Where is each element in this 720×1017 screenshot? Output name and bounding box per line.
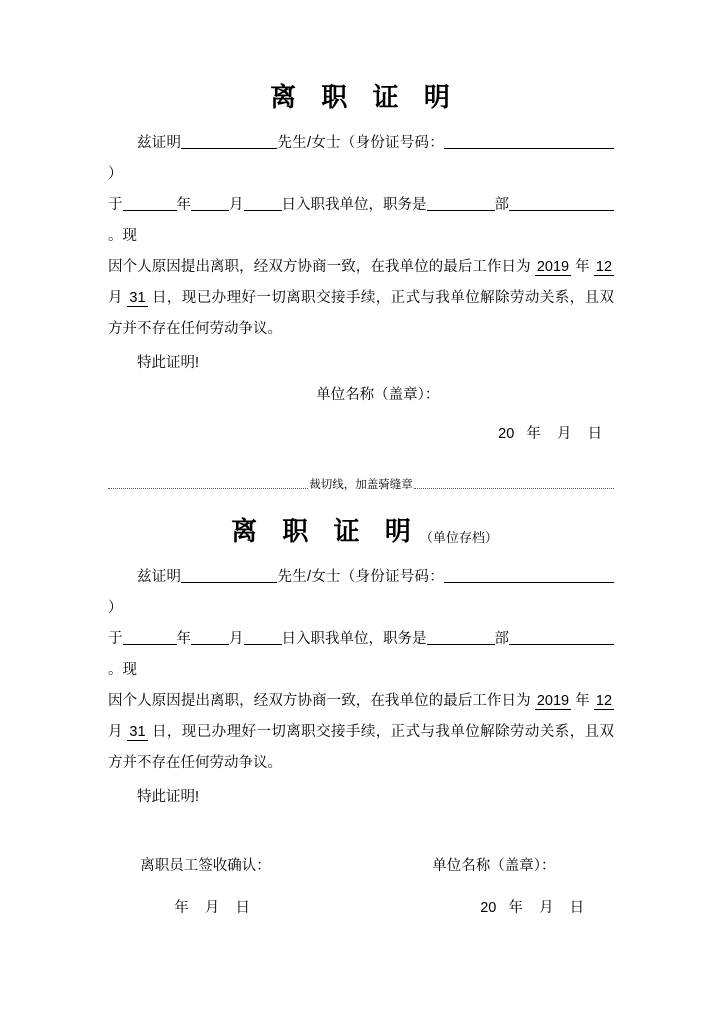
cut-line-label: 裁切线，加盖骑缝章 — [309, 479, 413, 491]
label-month-lastwork: 月 — [108, 290, 128, 306]
blank-job-title[interactable] — [509, 630, 614, 646]
company-date-line-secondary — [434, 872, 614, 944]
paragraph-identity-line — [108, 562, 614, 624]
employment-position-text: 日入职我单位，职务是 — [281, 197, 427, 213]
label-month-lastwork: 月 — [108, 724, 128, 740]
identity-prefix: 兹证明 — [137, 135, 182, 151]
label-department: 部 — [494, 631, 509, 647]
company-seal-label-secondary-text: 单位名称（盖章）： — [432, 858, 556, 874]
last-work-day: 31 — [129, 724, 146, 740]
cut-line-dots-right — [414, 487, 614, 489]
employment-position-text: 日入职我单位，职务是 — [281, 631, 427, 647]
cut-line-divider — [108, 476, 614, 492]
signature-date-row — [108, 872, 614, 944]
paragraph-employment-line — [108, 190, 614, 252]
last-work-month: 12 — [595, 259, 613, 275]
employment-line-end: 。现 — [108, 228, 137, 244]
last-work-month: 12 — [595, 693, 613, 709]
label-month-hire: 月 — [229, 197, 244, 213]
label-day-lastwork: 日 — [147, 724, 167, 740]
company-date-line-secondary-text: 20 年 月 日 — [480, 900, 585, 916]
identity-close-paren: ） — [108, 600, 123, 616]
identity-close-paren: ） — [108, 166, 123, 182]
closing-statement-text: 特此证明! — [137, 355, 200, 371]
blank-department[interactable] — [427, 630, 495, 646]
paragraph-resignation-statement — [108, 686, 614, 779]
blank-hire-month[interactable] — [191, 630, 229, 646]
blank-id-number[interactable] — [444, 134, 614, 150]
company-seal-label-primary-text: 单位名称（盖章）： — [316, 387, 440, 403]
identity-title-text: 先生/女士（身份证号码： — [277, 569, 445, 585]
employment-prefix: 于 — [108, 197, 123, 213]
blank-employee-name[interactable] — [181, 568, 277, 584]
employee-sign-label-text: 离职员工签收确认： — [140, 858, 271, 874]
label-year-lastwork: 年 — [571, 259, 594, 275]
certificate-body-employee — [108, 128, 614, 379]
page-title-secondary-text: 离 职 证 明 — [231, 516, 420, 546]
blank-hire-day[interactable] — [244, 630, 282, 646]
employee-date-line-text: 年 月 日 — [174, 900, 250, 916]
page-title-secondary — [0, 518, 720, 544]
blank-job-title[interactable] — [509, 196, 614, 212]
blank-department[interactable] — [427, 196, 495, 212]
resignation-text-b: ，现已办理好一切离职交接手续，正式与我单位解除劳动关系，且双方并不存在任何劳动争议。 — [108, 290, 615, 337]
resignation-text-a: 因个人原因提出离职，经双方协商一致，在我单位的最后工作日为 — [108, 693, 535, 709]
cut-line-dots-left — [108, 487, 308, 489]
resignation-text-b: ，现已办理好一切离职交接手续，正式与我单位解除劳动关系，且双方并不存在任何劳动争议。 — [108, 724, 615, 771]
paragraph-employment-line — [108, 624, 614, 686]
company-date-line-primary-text: 20 年 月 日 — [498, 426, 603, 442]
employee-date-line — [108, 872, 434, 944]
company-date-line-primary — [474, 398, 602, 470]
label-year-lastwork: 年 — [571, 693, 594, 709]
page-title-secondary-suffix: （单位存档） — [419, 530, 498, 545]
label-year-hire: 年 — [176, 197, 191, 213]
last-work-year: 2019 — [536, 259, 570, 275]
blank-hire-year[interactable] — [123, 196, 177, 212]
last-work-day: 31 — [129, 290, 146, 306]
blank-hire-day[interactable] — [244, 196, 282, 212]
company-seal-label-primary — [292, 359, 439, 431]
closing-statement — [108, 782, 614, 813]
blank-employee-name[interactable] — [181, 134, 277, 150]
employment-prefix: 于 — [108, 631, 123, 647]
label-department: 部 — [494, 197, 509, 213]
identity-title-text: 先生/女士（身份证号码： — [277, 135, 445, 151]
label-month-hire: 月 — [229, 631, 244, 647]
label-day-lastwork: 日 — [147, 290, 167, 306]
identity-prefix: 兹证明 — [137, 569, 182, 585]
certificate-body-archive — [108, 562, 614, 813]
resignation-text-a: 因个人原因提出离职，经双方协商一致，在我单位的最后工作日为 — [108, 259, 535, 275]
paragraph-resignation-statement — [108, 252, 614, 345]
blank-hire-year[interactable] — [123, 630, 177, 646]
blank-hire-month[interactable] — [191, 196, 229, 212]
employment-line-end: 。现 — [108, 662, 137, 678]
page-title-primary — [0, 84, 720, 110]
paragraph-identity-line — [108, 128, 614, 190]
last-work-year: 2019 — [536, 693, 570, 709]
closing-statement-text: 特此证明! — [137, 789, 200, 805]
label-year-hire: 年 — [176, 631, 191, 647]
page-title-primary-text: 离 职 证 明 — [270, 82, 459, 112]
blank-id-number[interactable] — [444, 568, 614, 584]
